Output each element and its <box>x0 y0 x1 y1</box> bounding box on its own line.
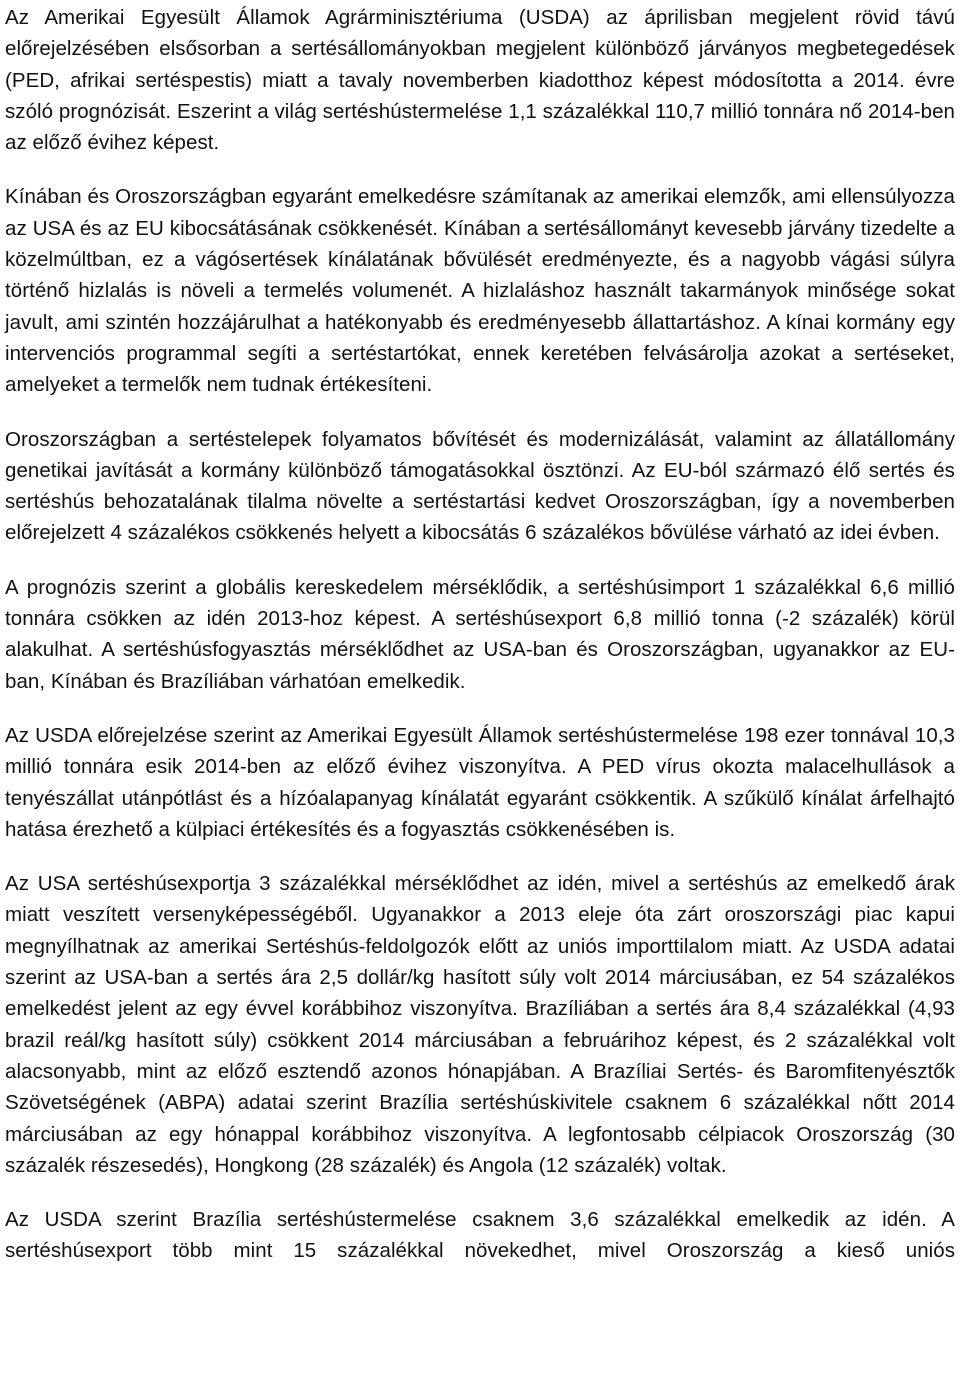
paragraph-russia-expansion: Oroszországban a sertéstelepek folyamatos bővítését és modernizálását, valamint az állatállomány genetikai javítását a kormány különböző támogatásokkal ösztönzi. Az EU-ból származó élő sertés és sertéshús behozatalának tilalma növelte a sertéstartási kedvet Oroszországban, így a novemberben előrejelzett 4 százalékos csökkenés helyett a kibocsátás 6 százalékos bővülése várható az idei évben. <box>5 427 955 545</box>
paragraph-brazil-production: Az USDA szerint Brazília sertéshústermelése csaknem 3,6 százalékkal emelkedik az idén. A sertéshúsexport több mint 15 százalékkal növekedhet, mivel Oroszország a kieső uniós <box>5 1208 955 1263</box>
document-page <box>5 2 955 1290</box>
paragraph-china-russia: Kínában és Oroszországban egyaránt emelkedésre számítanak az amerikai elemzők, ami ellensúlyozza az USA és az EU kibocsátásának csökkenését. Kínában a sertésállományt kevesebb járvány tizedelte a közelmúltban, ez a vágósertések kínálatának bővülését eredményezte, és a nagyobb vágási súlyra történő hizlalás is növeli a termelés volumenét. A hizlaláshoz használt takarmányok minősége sokat javult, ami szintén hozzájárulhat a hatékonyabb és eredményesebb állattartáshoz. A kínai kormány egy intervenciós programmal segíti a sertéstartókat, ennek keretében felvásárolja azokat a sertéseket, amelyeket a termelők nem tudnak értékesíteni. <box>5 185 955 397</box>
paragraph-usda-forecast: Az Amerikai Egyesült Államok Agrárminisztériuma (USDA) az áprilisban megjelent rövid távú előrejelzésében elsősorban a sertésállományokban megjelent különböző járványos megbetegedések (PED, afrikai sertéspestis) miatt a tavaly novemberben kiadotthoz képest módosította a 2014. évre szóló prognózisát. Eszerint a világ sertéshústermelése 1,1 százalékkal 110,7 millió tonnára nő 2014-ben az előző évihez képest. <box>5 6 955 155</box>
paragraph-usa-export: Az USA sertéshúsexportja 3 százalékkal mérséklődhet az idén, mivel a sertéshús az emelkedő árak miatt veszített versenyképességéből. Ugyanakkor a 2013 eleje óta zárt oroszországi piac kapui megnyílhatnak az amerikai Sertéshús-feldolgozók előtt az uniós importtilalom miatt. Az USDA adatai szerint az USA-ban a sertés ára 2,5 dollár/kg hasított súly volt 2014 márciusában, ez 54 százalékos emelkedést jelent az egy évvel korábbihoz viszonyítva. Brazíliában a sertés ára 8,4 százalékkal (4,93 brazil reál/kg hasított súly) csökkent 2014 márciusában a februárihoz képest, és 2 százalékkal volt alacsonyabb, mint az előző esztendő azonos hónapjában. A Brazíliai Sertés- és Baromfitenyésztők Szövetségének (ABPA) adatai szerint Brazília sertéshúskivitele csaknem 6 százalékkal nőtt 2014 márciusában az egy hónappal korábbihoz viszonyítva. A legfontosabb célpiacok Oroszország (30 százalék részesedés), Hongkong (28 százalék) és Angola (12 százalék) voltak. <box>5 872 955 1177</box>
paragraph-global-trade: A prognózis szerint a globális kereskedelem mérséklődik, a sertéshúsimport 1 százalékkal 6,6 millió tonnára csökken az idén 2013-hoz képest. A sertéshúsexport 6,8 millió tonna (-2 százalék) körül alakulhat. A sertéshúsfogyasztás mérséklődhet az USA-ban és Oroszországban, ugyanakkor az EU-ban, Kínában és Brazíliában várhatóan emelkedik. <box>5 575 955 693</box>
paragraph-usa-production: Az USDA előrejelzése szerint az Amerikai Egyesült Államok sertéshústermelése 198 ezer tonnával 10,3 millió tonnára esik 2014-ben az előző évihez viszonyítva. A PED vírus okozta malacelhullások a tenyészállat utánpótlást és a hízóalapanyag kínálatát egyaránt csökkentik. A szűkülő kínálat árfelhajtó hatása érezhető a külpiaci értékesítés és a fogyasztás csökkenésében is. <box>5 723 955 841</box>
